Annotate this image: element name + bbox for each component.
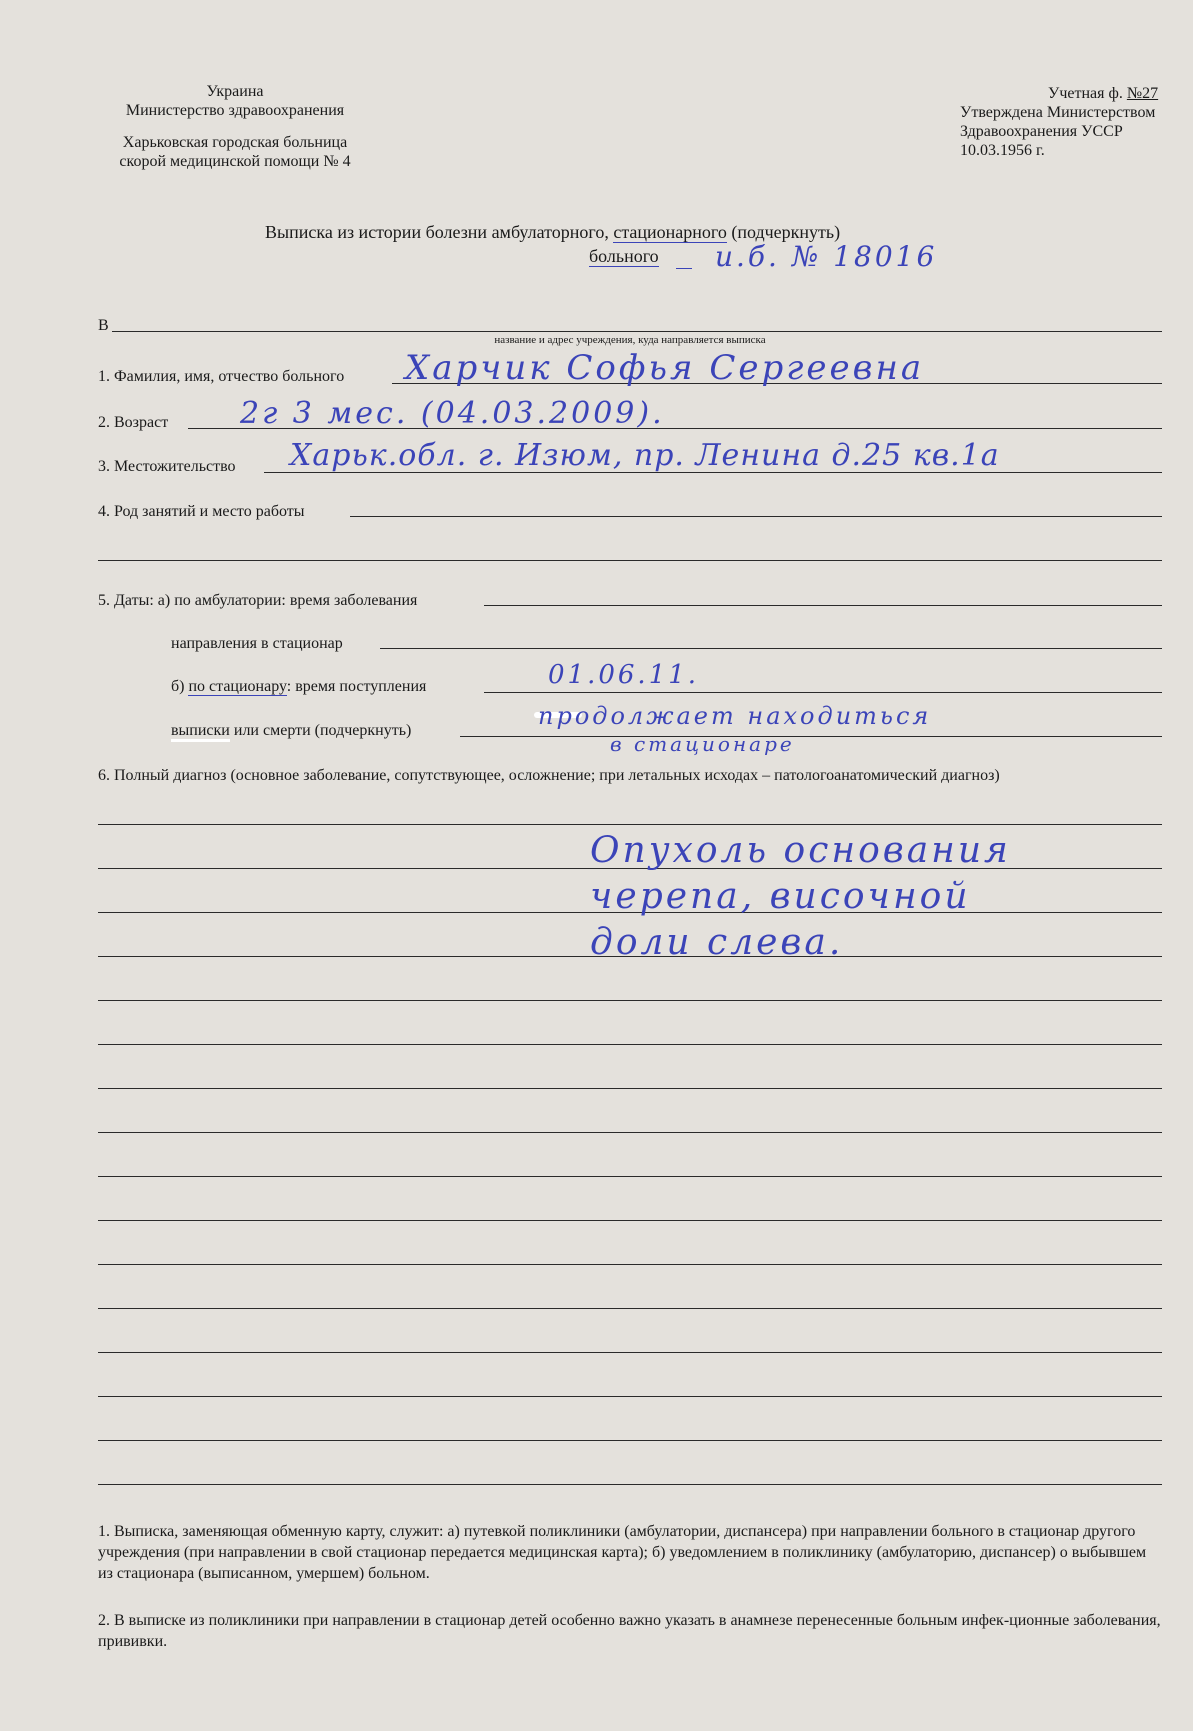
discharge-value-1: продолжает находиться [538, 702, 932, 730]
referral-line [380, 648, 1162, 649]
form-approval-date: 10.03.1956 г. [960, 142, 1045, 159]
diagnosis-line-1 [98, 824, 1162, 825]
footnote-2: 2. В выписке из поликлиники при направлении в стационар детей особенно важно указать в анамнезе перенесенные больным инфек-ционные заболевания, прививки. [98, 1612, 1161, 1650]
destination-line [112, 331, 1162, 332]
occupation-label: 4. Род занятий и место работы [98, 503, 305, 520]
header-ministry: Министерство здравоохранения [125, 102, 345, 119]
discharge-line [460, 736, 1162, 737]
age-value: 2г 3 мес. (04.03.2009). [240, 396, 665, 431]
discharge-label: выписки или смерти (подчеркнуть) [171, 721, 411, 740]
residence-label: 3. Местожительство [98, 458, 236, 475]
diagnosis-line-9 [98, 1176, 1162, 1177]
patient-name-value: Харчик Софья Сергеевна [405, 348, 925, 388]
admission-value: 01.06.11. [548, 660, 700, 690]
diagnosis-line-13 [98, 1352, 1162, 1353]
form-approval-2: Здравоохранения УССР [960, 123, 1123, 140]
patient-name-label: 1. Фамилия, имя, отчество больного [98, 368, 345, 385]
destination-prefix: В [98, 317, 109, 334]
diagnosis-value-1: Опухоль основания [590, 830, 1011, 871]
diagnosis-value-3: доли слева. [590, 922, 844, 963]
header-right [960, 84, 1180, 160]
form-approval-1: Утверждена Министерством [960, 104, 1156, 121]
residence-value: Харьк.обл. г. Изюм, пр. Ленина д.25 кв.1а [290, 438, 1000, 473]
header-hospital: Харьковская городская больница [122, 134, 348, 151]
diagnosis-value-2: черепа, височной [590, 876, 971, 917]
diagnosis-line-7 [98, 1088, 1162, 1089]
discharge-value-2: в стационаре [610, 732, 795, 756]
occupation-line-2 [98, 560, 1162, 561]
occupation-line [350, 516, 1162, 517]
title-underline [676, 268, 692, 269]
case-number-handwritten: и.б. № 18016 [715, 240, 938, 273]
document-title: Выписка из истории болезни амбулаторного, стационарного (подчеркнуть) [265, 222, 841, 242]
diagnosis-line-5 [98, 1000, 1162, 1001]
footnote-1: 1. Выписка, заменяющая обменную карту, служит: а) путевкой поликлиники (амбулатории, диспансера) при направлении больного в стационар другого учреждения (при направлении в свой стационар передается медицинская карта); б) уведомлением в поликлинику (амбулаторию, диспансер) о выбывшем из стационара (выписанном, умершем) больном. [98, 1523, 1147, 1582]
header-left [80, 82, 390, 171]
diagnosis-label: 6. Полный диагноз (основное заболевание, сопутствующее, осложнение; при летальных исходах – патологоанатомический диагноз) [98, 767, 1000, 784]
age-label: 2. Возраст [98, 414, 169, 431]
form-number: Учетная ф. №27 [1048, 85, 1159, 102]
document-title-line2: больного [589, 246, 659, 266]
header-country: Украина [206, 83, 264, 100]
diagnosis-line-10 [98, 1220, 1162, 1221]
admission-line [484, 692, 1162, 693]
admission-label: б) по стационару: время поступления [171, 678, 427, 695]
diagnosis-line-8 [98, 1132, 1162, 1133]
dates-label: 5. Даты: а) по амбулатории: время заболевания [98, 592, 418, 609]
header-hospital-sub: скорой медицинской помощи № 4 [119, 153, 351, 170]
diagnosis-line-16 [98, 1484, 1162, 1485]
referral-label: направления в стационар [171, 635, 343, 652]
diagnosis-line-11 [98, 1264, 1162, 1265]
diagnosis-line-12 [98, 1308, 1162, 1309]
destination-caption: название и адрес учреждения, куда направляется выписка [494, 334, 766, 346]
diagnosis-line-6 [98, 1044, 1162, 1045]
diagnosis-line-15 [98, 1440, 1162, 1441]
onset-line [484, 605, 1162, 606]
diagnosis-line-14 [98, 1396, 1162, 1397]
